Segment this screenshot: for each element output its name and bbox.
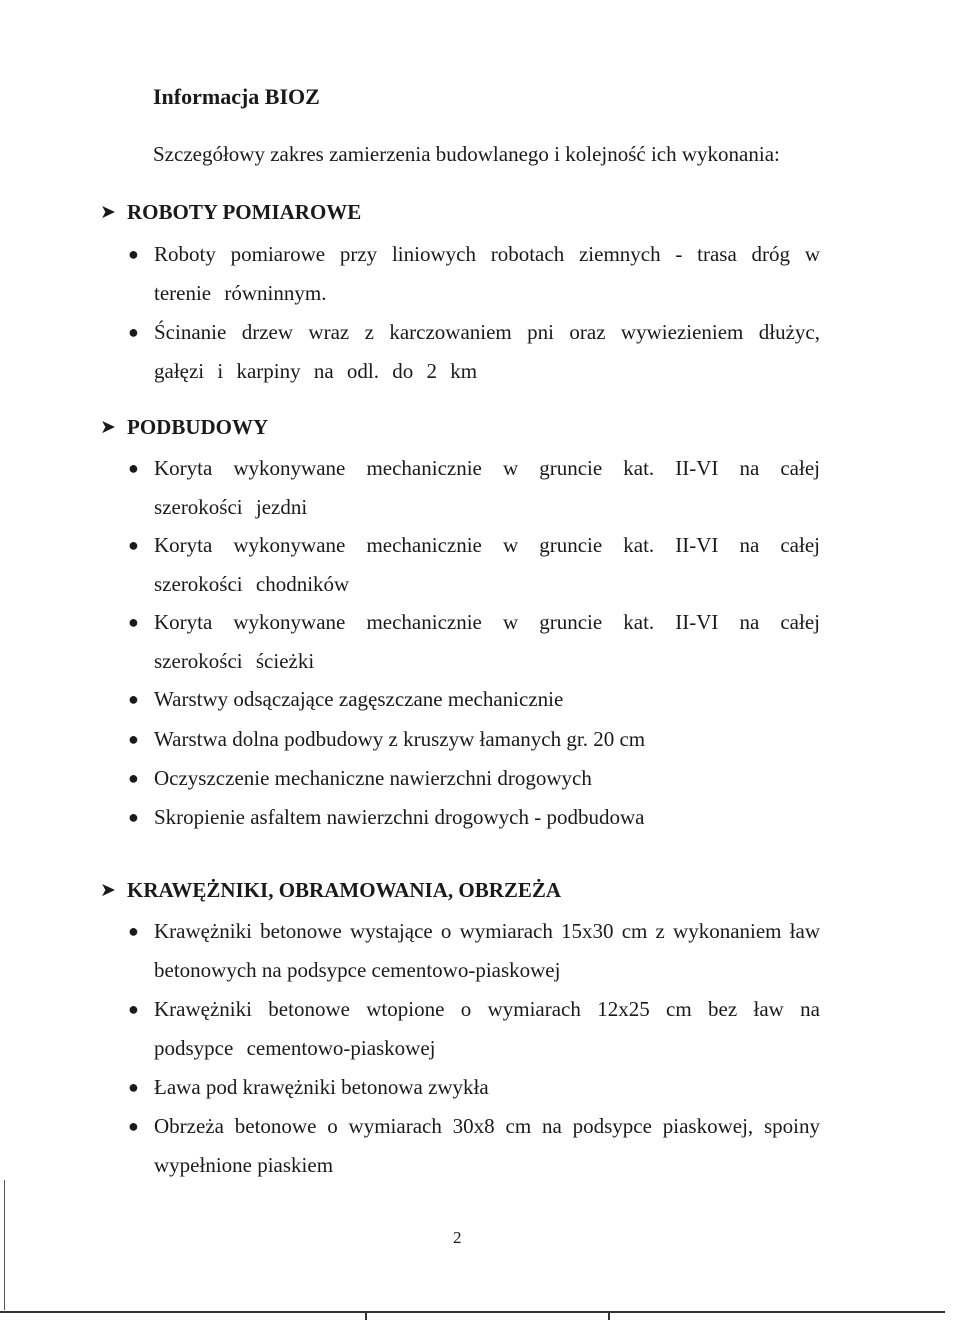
list-item [128, 1107, 820, 1184]
list-item [128, 720, 820, 759]
bullet-icon: ● [128, 689, 139, 709]
section-heading-podbudowy [100, 415, 268, 440]
list-item [128, 1068, 820, 1107]
bullet-icon: ● [128, 1077, 139, 1097]
section-heading-label: PODBUDOWY [127, 415, 269, 439]
list-item-text: Roboty pomiarowe przy liniowych robotach ziemnych - trasa dróg w terenie równinnym. [154, 242, 820, 305]
scan-tick [608, 1311, 610, 1320]
list-item [128, 680, 820, 719]
bullet-icon: ● [128, 458, 139, 478]
list-item-text: Warstwa dolna podbudowy z kruszyw łamanych gr. 20 cm [154, 727, 646, 751]
arrowhead-icon: ➤ [100, 202, 116, 223]
arrowhead-icon: ➤ [100, 880, 116, 901]
scan-bottom-line [0, 1311, 945, 1313]
list-item [128, 603, 820, 680]
list-item-text: Obrzeża betonowe o wymiarach 30x8 cm na podsypce piaskowej, spoiny wypełnione piaskiem [154, 1114, 820, 1177]
bullet-icon: ● [128, 768, 139, 788]
section-heading-label: ROBOTY POMIAROWE [127, 200, 362, 224]
list-item-text: Koryta wykonywane mechanicznie w gruncie kat. II-VI na całej szerokości jezdni [154, 456, 820, 519]
list-item-text: Ława pod krawężniki betonowa zwykła [154, 1075, 489, 1099]
list-item [128, 313, 820, 390]
bullet-icon: ● [128, 535, 139, 555]
bullet-icon: ● [128, 1116, 139, 1136]
list-item [128, 912, 820, 989]
list-item-text: Oczyszczenie mechaniczne nawierzchni drogowych [154, 766, 592, 790]
list-item-text: Koryta wykonywane mechanicznie w gruncie kat. II-VI na całej szerokości chodników [154, 533, 820, 596]
bullet-icon: ● [128, 729, 139, 749]
scan-tick [365, 1311, 367, 1320]
list-item [128, 759, 820, 798]
page-number: 2 [453, 1228, 462, 1247]
list-item-text: Krawężniki betonowe wystające o wymiarach 15x30 cm z wykonaniem ław betonowych na podsypce cementowo-piaskowej [154, 919, 820, 982]
section-heading-label: KRAWĘŻNIKI, OBRAMOWANIA, OBRZEŻA [127, 878, 562, 902]
list-item [128, 798, 820, 837]
document-title: Informacja BIOZ [153, 84, 320, 109]
bullet-icon: ● [128, 921, 139, 941]
arrowhead-icon: ➤ [100, 417, 116, 438]
bullet-icon: ● [128, 807, 139, 827]
section-heading-roboty-pomiarowe [100, 200, 361, 225]
intro-text: Szczegółowy zakres zamierzenia budowlanego i kolejność ich wykonania: [153, 142, 780, 166]
section-heading-krawezniki [100, 878, 561, 903]
list-item [128, 235, 820, 312]
list-item [128, 990, 820, 1067]
list-item-text: Krawężniki betonowe wtopione o wymiarach 12x25 cm bez ław na podsypce cementowo-piaskowej [154, 997, 820, 1060]
scan-edge-line [4, 1180, 5, 1310]
list-item [128, 526, 820, 603]
bullet-icon: ● [128, 322, 139, 342]
list-item-text: Koryta wykonywane mechanicznie w gruncie kat. II-VI na całej szerokości ścieżki [154, 610, 820, 673]
bullet-icon: ● [128, 999, 139, 1019]
list-item [128, 449, 820, 526]
bullet-icon: ● [128, 244, 139, 264]
list-item-text: Skropienie asfaltem nawierzchni drogowych - podbudowa [154, 805, 645, 829]
bullet-icon: ● [128, 612, 139, 632]
list-item-text: Warstwy odsączające zagęszczane mechanicznie [154, 687, 564, 711]
list-item-text: Ścinanie drzew wraz z karczowaniem pni oraz wywiezieniem dłużyc, gałęzi i karpiny na odl. do 2 km [154, 320, 820, 383]
